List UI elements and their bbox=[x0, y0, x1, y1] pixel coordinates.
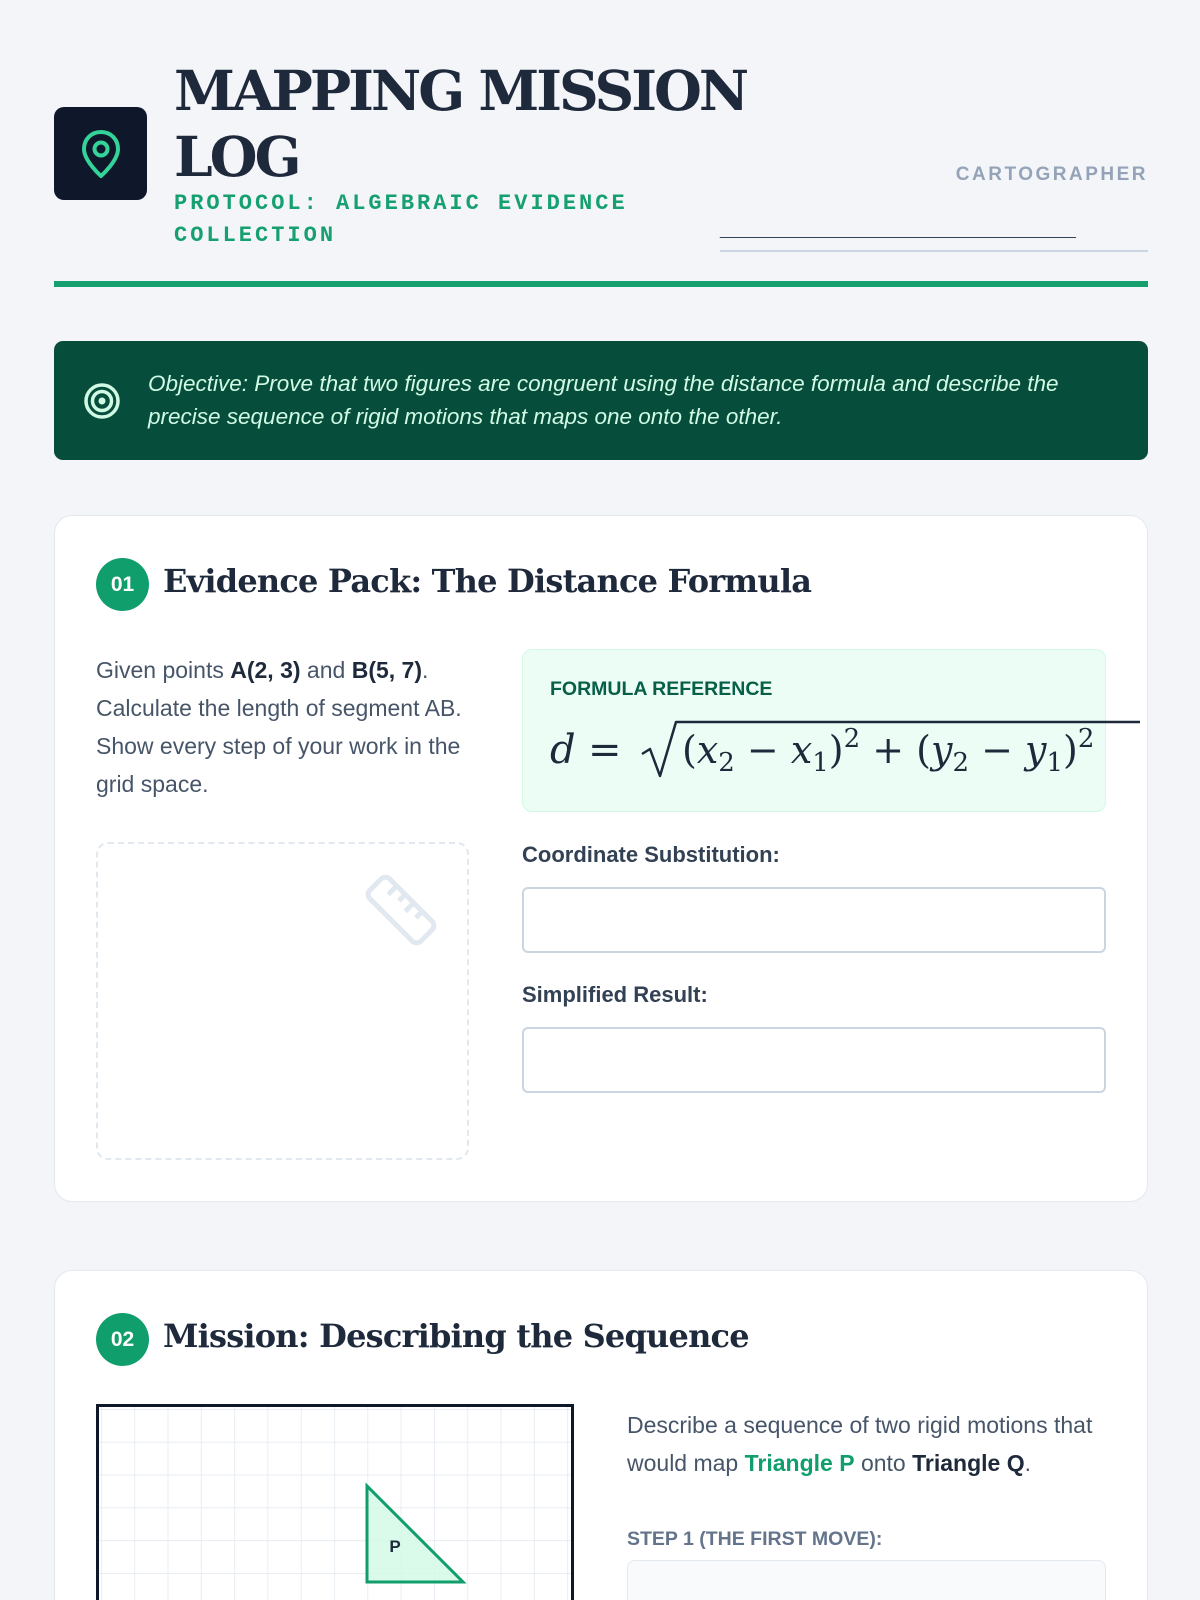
svg-text:d: d bbox=[550, 727, 576, 773]
simplified-result-label: Simplified Result: bbox=[522, 982, 708, 1007]
prompt-text: Describe a sequence of two rigid motions that would map bbox=[627, 1412, 1093, 1476]
step-1-label: STEP 1 (THE FIRST MOVE): bbox=[627, 1528, 883, 1550]
objective-text: Objective: Prove that two figures are congruent using the distance formula and describe the precise sequence of rigid motions that maps one onto the other. bbox=[148, 371, 1059, 429]
formula-label: FORMULA REFERENCE bbox=[550, 678, 773, 700]
prompt-text: . bbox=[1024, 1450, 1031, 1476]
simplified-result-input[interactable] bbox=[522, 1027, 1106, 1093]
page-subtitle: PROTOCOL: ALGEBRAIC EVIDENCE COLLECTION bbox=[174, 191, 628, 248]
coordinate-substitution-input[interactable] bbox=[522, 887, 1106, 953]
point-b: B(5, 7) bbox=[351, 657, 422, 683]
prompt-text: . Calculate the length of segment AB. Show every step of your work in the grid space. bbox=[96, 657, 462, 797]
coordinate-grid bbox=[96, 1404, 574, 1600]
svg-text:=: = bbox=[588, 727, 622, 773]
triangle-q-ref: Triangle Q bbox=[912, 1450, 1025, 1476]
cartographer-label: CARTOGRAPHER bbox=[955, 164, 1148, 185]
target-icon bbox=[82, 381, 122, 421]
mission-prompt bbox=[627, 1406, 1117, 1482]
formula-reference-box bbox=[522, 649, 1106, 812]
work-area[interactable] bbox=[96, 842, 469, 1160]
triangle-p-label: P bbox=[389, 1537, 401, 1556]
svg-text:(x2 − x1)2 + (y2 − y1)2: $(x_2 - x_1)^2 + (y_2 - y_1)^2$ bbox=[682, 724, 1095, 778]
grid-svg bbox=[99, 1407, 574, 1600]
logo bbox=[54, 107, 147, 200]
section-title: Mission: Describing the Sequence bbox=[163, 1317, 749, 1355]
page-header bbox=[54, 58, 1148, 288]
step-1-input[interactable] bbox=[627, 1560, 1106, 1600]
section-number-badge: 01 bbox=[96, 558, 149, 611]
coordinate-substitution-label: Coordinate Substitution: bbox=[522, 842, 780, 867]
prompt-text: and bbox=[300, 657, 352, 683]
distance-formula-section bbox=[54, 515, 1148, 1202]
distance-formula bbox=[550, 716, 1150, 786]
prompt-text: onto bbox=[854, 1450, 913, 1476]
cartographer-underline bbox=[720, 250, 1148, 252]
triangle-p-ref: Triangle P bbox=[744, 1450, 855, 1476]
page-title: MAPPING MISSION LOG bbox=[174, 58, 747, 189]
header-divider bbox=[54, 281, 1148, 287]
section-number-badge: 02 bbox=[96, 1313, 149, 1366]
objective-banner bbox=[54, 341, 1148, 460]
ruler-icon bbox=[361, 870, 441, 950]
prompt-text: Given points bbox=[96, 657, 231, 683]
problem-prompt bbox=[96, 651, 466, 803]
rigid-motion-section bbox=[54, 1270, 1148, 1600]
cartographer-name-field[interactable]: ________________________________________ bbox=[720, 222, 1076, 239]
section-title: Evidence Pack: The Distance Formula bbox=[163, 562, 812, 600]
map-pin-icon bbox=[79, 128, 123, 180]
point-a: A(2, 3) bbox=[230, 657, 301, 683]
